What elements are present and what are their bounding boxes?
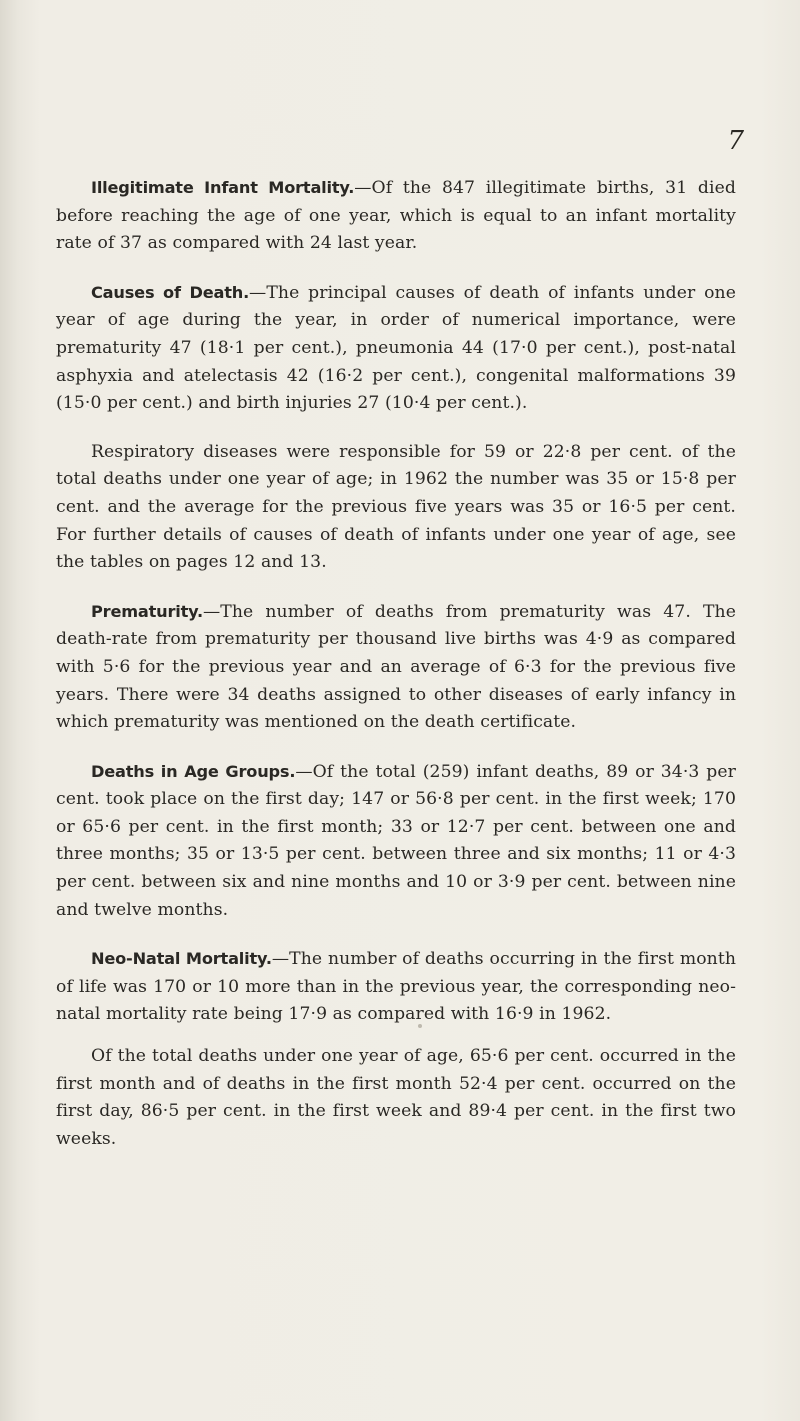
paragraph-text: —The principal causes of death of infants under one year of age during the year, in order of numerical importance, were prematurity 47 (18·1 per cent.), pneumonia 44 (17·0 per cent.), post-natal asphyxia and atelectasis 42 (16·2 per cent.), congenital malformations 39 (15·0 per cent.) and birth injuries 27 (10·4 per cent.). bbox=[56, 282, 736, 414]
section-heading: Causes of Death. bbox=[91, 282, 250, 302]
paragraph-text: Respiratory diseases were responsible for 59 or 22·8 per cent. of the total deaths under one year of age; in 1962 the number was 35 or 15·8 per cent. and the average for the previous five years was 35 or 16·5 per cent. For further details of causes of death of infants under one year of age, see the tables on pages 12 and 13. bbox=[56, 441, 736, 573]
paragraph-deaths-in-age-groups bbox=[56, 758, 736, 925]
section-heading: Deaths in Age Groups. bbox=[91, 761, 296, 781]
paragraph-illegitimate-infant-mortality bbox=[56, 174, 736, 258]
section-heading: Prematurity. bbox=[91, 601, 203, 621]
paragraph-text: Of the total deaths under one year of age, 65·6 per cent. occurred in the first month and of deaths in the first month 52·4 per cent. occurred on the first day, 86·5 per cent. in the first week and 89·4 per cent. in the first two weeks. bbox=[56, 1046, 736, 1149]
paragraph-text: —The number of deaths occurring in the first month of life was 170 or 10 more than in the previous year, the corresponding neo-natal mortality rate being 17·9 as compared with 16·9 in 1962. bbox=[56, 949, 737, 1025]
speck-mark bbox=[418, 1024, 422, 1028]
section-heading: Neo-Natal Mortality. bbox=[91, 949, 272, 969]
page-number: 7 bbox=[727, 126, 744, 156]
paragraph-first-month-deaths bbox=[56, 1043, 736, 1153]
paragraph-respiratory-diseases bbox=[56, 439, 736, 577]
paragraph-text: —Of the 847 illegitimate births, 31 died before reaching the age of one year, which is equal to an infant mortality rate of 37 as compared with 24 last year. bbox=[56, 178, 736, 254]
paragraph-causes-of-death bbox=[56, 279, 736, 418]
paragraph-neo-natal-mortality bbox=[56, 945, 736, 1029]
section-heading: Illegitimate Infant Mortality. bbox=[91, 178, 355, 197]
paragraph-text: —The number of deaths from prematurity was 47. The death-rate from prematurity per thousand live births was 4·9 as compared with 5·6 for the previous year and an average of 6·3 for the previous five years. There were 34 deaths assigned to other diseases of early infancy in which prematurity was mentioned on the death certificate. bbox=[56, 601, 736, 733]
document-body bbox=[56, 174, 736, 1153]
paragraph-prematurity bbox=[56, 598, 736, 737]
paragraph-text: —Of the total (259) infant deaths, 89 or 34·3 per cent. took place on the first day; 147 or 56·8 per cent. in the first week; 170 or 65·6 per cent. in the first month; 33 or 12·7 per cent. between one and three months; 35 or 13·5 per cent. between three and six months; 11 or 4·3 per cent. between six and nine months and 10 or 3·9 per cent. between nine and twelve months. bbox=[56, 761, 736, 920]
